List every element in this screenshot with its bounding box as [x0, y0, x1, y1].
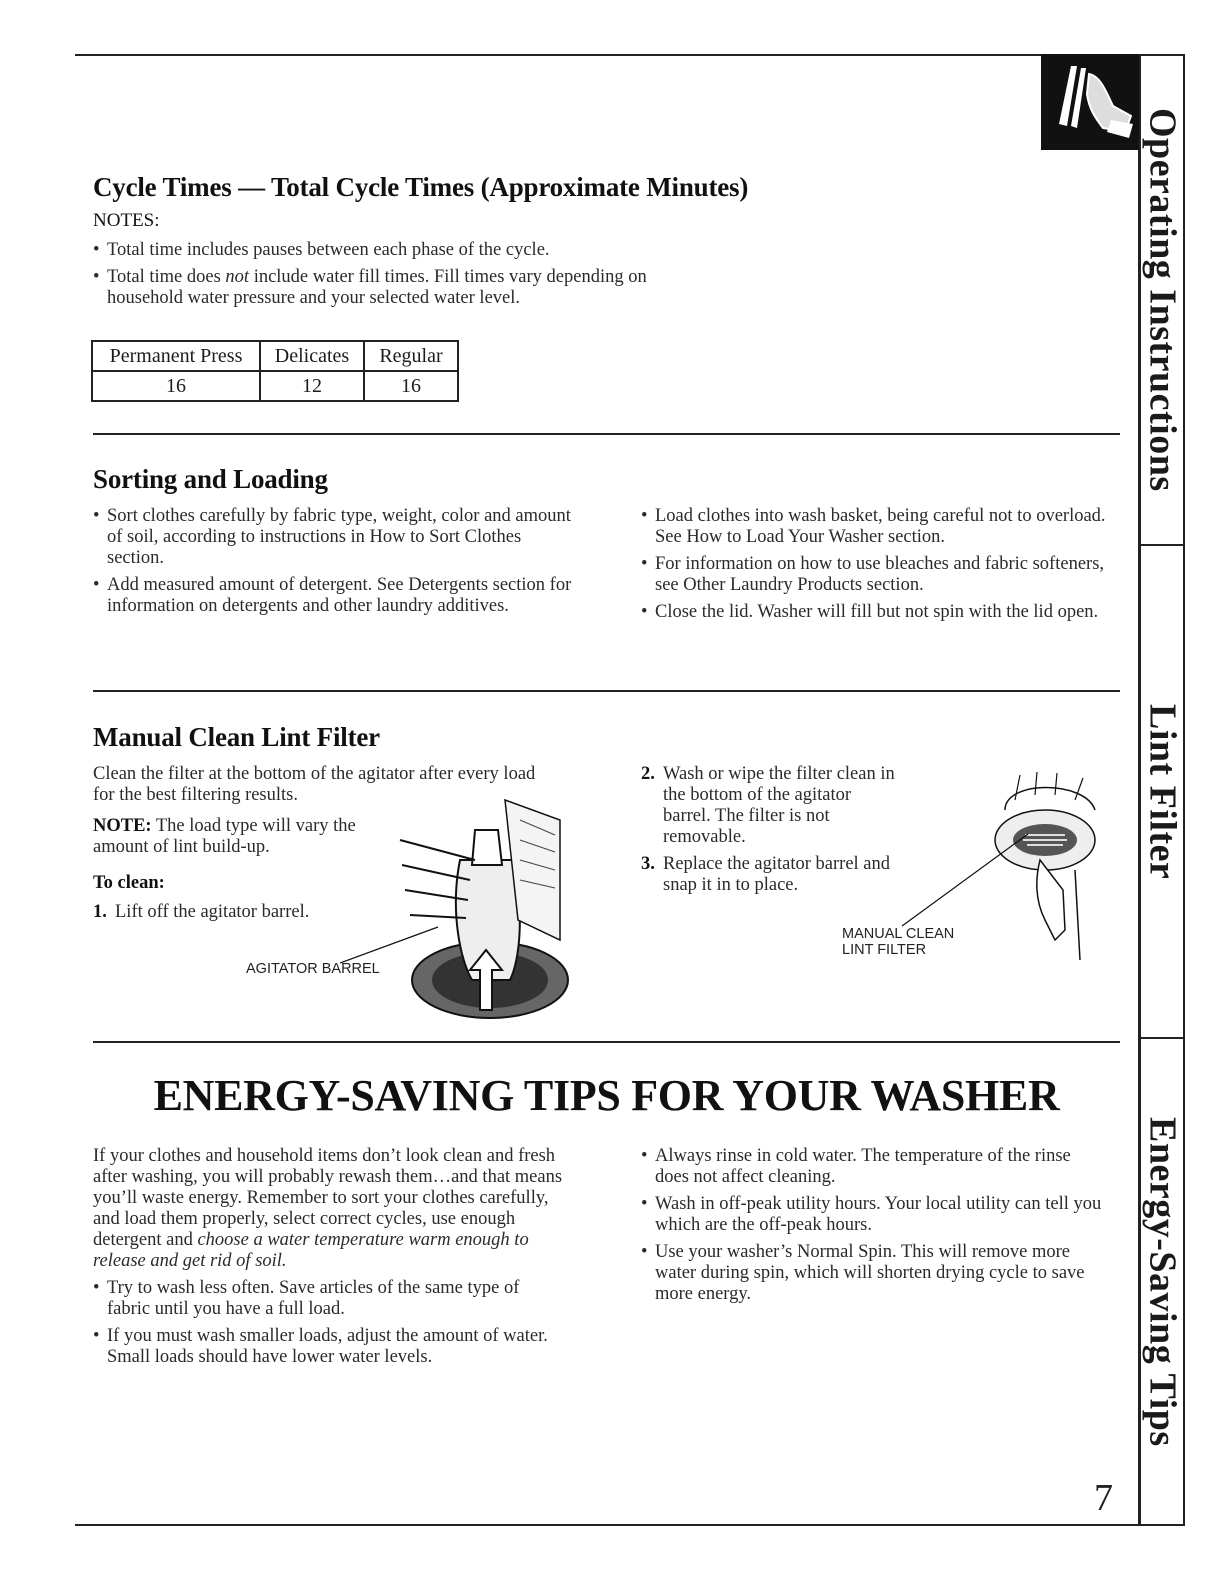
tab-label: Energy-Saving Tips	[1141, 1116, 1184, 1447]
agitator-barrel-illustration	[380, 790, 580, 1020]
table-header-row	[92, 341, 458, 371]
page-number: 7	[1094, 1477, 1113, 1519]
sorting-right-column	[641, 506, 1116, 629]
agitator-barrel-label: AGITATOR BARREL	[246, 961, 380, 977]
tab-label: Lint Filter	[1141, 703, 1184, 880]
table-header: Delicates	[260, 341, 364, 371]
table-cell: 12	[260, 371, 364, 401]
tab-lint-filter	[1140, 546, 1185, 1037]
list-item: • For information on how to use bleaches and fabric softeners, see Other Laundry Products section.	[641, 554, 1116, 596]
list-item: • Sort clothes carefully by fabric type, weight, color and amount of soil, according to instructions in How to Sort Clothes section.	[93, 506, 573, 569]
cycle-times-title: Cycle Times — Total Cycle Times (Approximate Minutes)	[93, 172, 749, 202]
lint-steps-right	[641, 764, 901, 902]
list-item: • Wash in off-peak utility hours. Your local utility can tell you which are the off-peak hours.	[641, 1194, 1106, 1236]
lint-filter-leader-line	[900, 830, 1030, 930]
lint-step-1: 1. Lift off the agitator barrel.	[93, 902, 310, 922]
table-cell: 16	[92, 371, 260, 401]
note-item: • Total time includes pauses between each phase of the cycle.	[93, 240, 773, 261]
tab-operating-instructions	[1140, 56, 1185, 544]
sorting-left-column	[93, 506, 573, 623]
tab-label: Operating Instructions	[1141, 108, 1184, 492]
table-header: Permanent Press	[92, 341, 260, 371]
note-label: NOTE:	[93, 816, 152, 836]
section-divider	[93, 690, 1120, 692]
energy-intro: If your clothes and household items don’t look clean and fresh after washing, you will probably rewash them…and that means you’ll waste energy. Remember to sort your clothes carefully, and load them properly, select correct cycles, use enough detergent and choose a water temperature warm enough to release and get rid of soil.	[93, 1146, 563, 1271]
table-cell: 16	[364, 371, 458, 401]
sorting-title: Sorting and Loading	[93, 464, 328, 494]
agitator-barrel-leader-line	[340, 925, 440, 965]
list-item: • Add measured amount of detergent. See Detergents section for information on detergents and other laundry additives.	[93, 575, 573, 617]
lint-intro: Clean the filter at the bottom of the agitator after every load for the best filtering results.	[93, 764, 536, 805]
lint-note: NOTE: The load type will vary the amount of lint build-up.	[93, 816, 356, 857]
lint-filter-title: Manual Clean Lint Filter	[93, 722, 380, 752]
table-header: Regular	[364, 341, 458, 371]
energy-right-column	[641, 1146, 1106, 1311]
list-item: • Always rinse in cold water. The temperature of the rinse does not affect cleaning.	[641, 1146, 1106, 1188]
bottom-rule	[75, 1524, 1185, 1526]
energy-tips-title: ENERGY-SAVING TIPS FOR YOUR WASHER	[153, 1071, 1060, 1120]
section-divider	[93, 1041, 1120, 1043]
list-item: • Try to wash less often. Save articles of the same type of fabric until you have a full load.	[93, 1278, 563, 1320]
top-rule	[75, 54, 1185, 56]
to-clean-label: To clean:	[93, 873, 165, 893]
lint-filter-label: MANUAL CLEAN LINT FILTER	[842, 926, 955, 958]
note-item: • Total time does not include water fill times. Fill times vary depending on household water pressure and your selected water level.	[93, 267, 667, 309]
energy-left-column	[93, 1146, 563, 1374]
lint-step-2: 2. Wash or wipe the filter clean in the bottom of the agitator barrel. The filter is not removable.	[641, 764, 895, 847]
hand-pointer-icon	[1041, 54, 1139, 150]
list-item: • Load clothes into wash basket, being careful not to overload. See How to Load Your Washer section.	[641, 506, 1116, 548]
tab-energy-saving-tips	[1140, 1039, 1185, 1524]
list-item: • If you must wash smaller loads, adjust the amount of water. Small loads should have lower water levels.	[93, 1326, 563, 1368]
cycle-notes	[93, 240, 773, 315]
list-item: • Close the lid. Washer will fill but not spin with the lid open.	[641, 602, 1116, 623]
list-item: • Use your washer’s Normal Spin. This will remove more water during spin, which will shorten drying cycle to save more energy.	[641, 1242, 1106, 1305]
cycle-times-table	[91, 340, 459, 402]
section-divider	[93, 433, 1120, 435]
table-row	[92, 371, 458, 401]
notes-label: NOTES:	[93, 210, 160, 231]
lint-step-3: 3. Replace the agitator barrel and snap it in to place.	[641, 854, 891, 895]
